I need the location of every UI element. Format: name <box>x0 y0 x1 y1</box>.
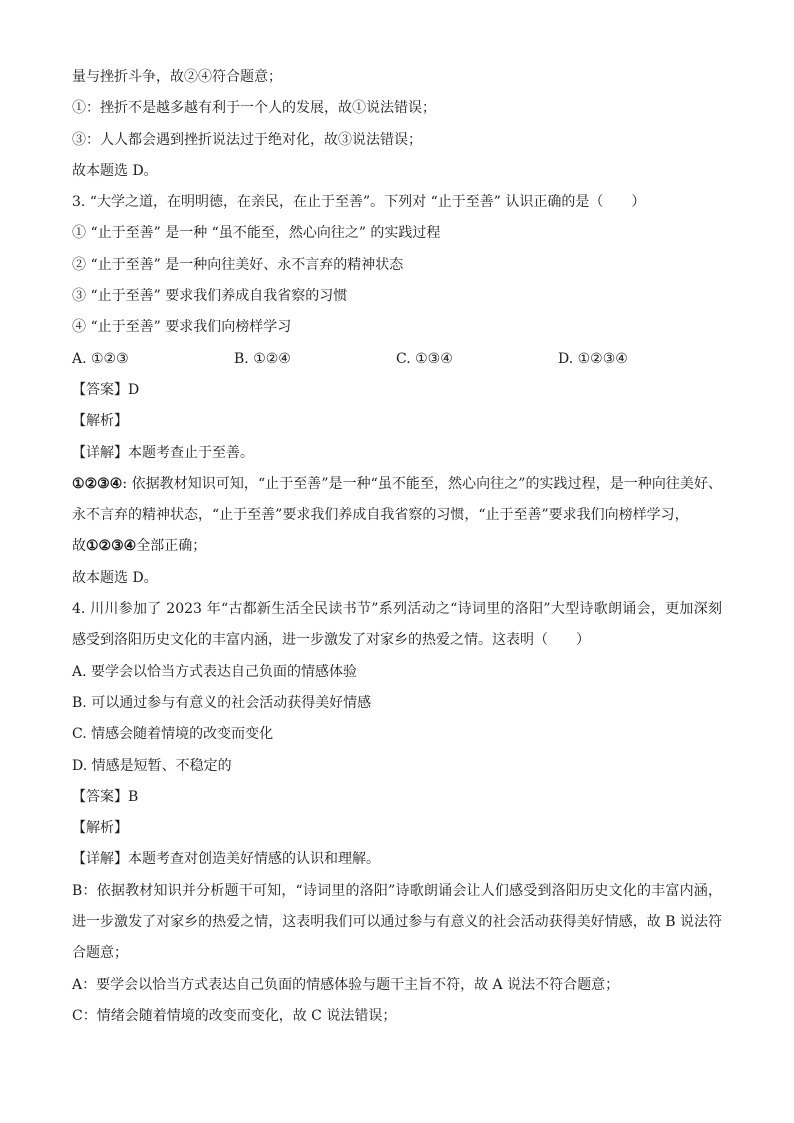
q3-explanation-text: : 依据教材知识可知，“止于至善”是一种“虽不能至，然心向往之”的实践过程，是一种向往美好、永不言弃的精神状态，“止于至善”要求我们养成自我省察的习惯，“止于至善”要求我们向榜样学习， <box>72 475 723 524</box>
q4-explanation-a: A：要学会以恰当方式表达自己负面的情感体验与题干主旨不符，故 A 说法不符合题意； <box>72 976 620 993</box>
q4-explanation-b: B：依据教材知识并分析题干可知，“诗词里的洛阳”诗歌朗诵会让人们感受到洛阳历史文化的丰富内涵，进一步激发了对家乡的热爱之情，这表明我们可以通过参与有意义的社会活动获得美好情感，故 B 说法符合题意； <box>72 882 722 962</box>
q2-tail-line-1: 量与挫折斗争，故②④符合题意； <box>72 69 282 85</box>
q3-conclusion: 故本题选 D。 <box>72 569 158 586</box>
q3-analysis-heading: 【解析】 <box>72 413 128 430</box>
q4-option-a: A. 要学会以恰当方式表达自己负面的情感体验 <box>72 663 358 680</box>
q3-explanation-2-pre: 故 <box>72 538 86 555</box>
q3-option-c: C. ①③④ <box>396 350 453 367</box>
q4-option-c: C. 情感会随着情境的改变而变化 <box>72 726 274 743</box>
q3-statement-1: ① “止于至善” 是一种 “虽不能至，然心向往之” 的实践过程 <box>72 225 441 242</box>
q3-option-a: A. ①②③ <box>72 350 129 367</box>
q4-stem: 4. 川川参加了 2023 年“古都新生活全民读书节”系列活动之“诗词里的洛阳”大型诗歌朗诵会，更加深刻感受到洛阳历史文化的丰富内涵，进一步激发了对家乡的热爱之情。这表明（ ） <box>72 601 722 649</box>
q4-detail: 【详解】本题考查对创造美好情感的认识和理解。 <box>72 851 380 868</box>
q3-explanation-2-rest: 全部正确； <box>136 538 207 555</box>
q3-answer: 【答案】D <box>72 381 140 398</box>
q2-tail-line-3: ③：人人都会遇到挫折说法过于绝对化，故③说法错误； <box>72 131 422 148</box>
q3-explanation <box>72 469 722 532</box>
q3-statement-2: ② “止于至善” 是一种向往美好、永不言弃的精神状态 <box>72 256 404 273</box>
q3-detail: 【详解】本题考查止于至善。 <box>72 444 254 461</box>
q4-analysis-heading: 【解析】 <box>72 820 128 837</box>
q3-options <box>72 344 722 375</box>
q3-explanation-options: ①②③④ <box>72 475 123 492</box>
q3-option-b: B. ①②④ <box>234 350 291 367</box>
document-page <box>72 62 722 1032</box>
q2-conclusion: 故本题选 D。 <box>72 162 158 179</box>
q3-statement-4: ④ “止于至善” 要求我们向榜样学习 <box>72 319 292 336</box>
q3-stem: 3. “大学之道，在明明德，在亲民，在止于至善”。下列对 “止于至善” 认识正确的是（ ） <box>72 194 646 211</box>
q4-option-d: D. 情感是短暂、不稳定的 <box>72 757 232 774</box>
q2-tail-line-2: ①：挫折不是越多越有利于一个人的发展，故①说法错误； <box>72 100 436 117</box>
q3-explanation-2 <box>72 531 722 562</box>
q3-statement-3: ③ “止于至善” 要求我们养成自我省察的习惯 <box>72 288 348 305</box>
q4-explanation-c: C：情绪会随着情境的改变而变化，故 C 说法错误； <box>72 1007 397 1024</box>
q4-option-b: B. 可以通过参与有意义的社会活动获得美好情感 <box>72 694 372 711</box>
q4-answer: 【答案】B <box>72 788 139 805</box>
q3-option-d: D. ①②③④ <box>558 350 628 367</box>
q3-explanation-2-options: ①②③④ <box>86 538 137 555</box>
